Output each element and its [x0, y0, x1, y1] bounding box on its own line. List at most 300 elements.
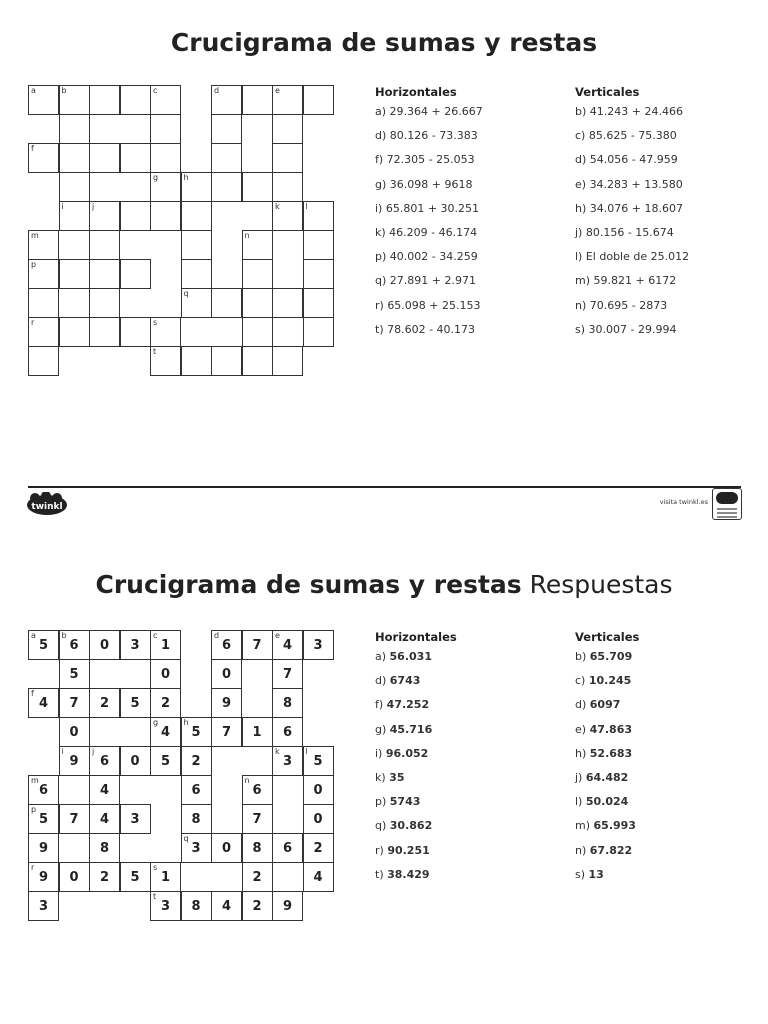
grid-cell — [181, 775, 212, 805]
answer-digit: 3 — [130, 638, 140, 653]
crossword-grid — [28, 85, 333, 375]
clue-expression: 41.243 + 24.466 — [589, 105, 683, 118]
clue-label: s) — [575, 867, 589, 881]
clue-expression: 34.076 + 18.607 — [589, 201, 683, 215]
grid-cell — [28, 891, 59, 921]
clue-number: b — [61, 86, 67, 95]
answer-digit: 0 — [69, 870, 79, 885]
clue-label: l) — [575, 250, 586, 264]
answer-digit: 6 — [252, 783, 262, 798]
answer-value: 13 — [588, 867, 604, 881]
clue-number: k — [275, 202, 280, 211]
clue-number: s — [153, 318, 158, 327]
clue-label: f) — [375, 153, 387, 167]
clue-label: a) — [375, 105, 390, 118]
grid-cell — [120, 201, 151, 231]
grid-cell — [150, 114, 181, 144]
grid-cell — [59, 317, 90, 347]
grid-cell — [59, 659, 90, 689]
grid-cell — [150, 659, 181, 689]
grid-cell — [28, 259, 59, 289]
grid-cell — [211, 659, 242, 689]
grid-cell — [242, 717, 273, 747]
clue-number: f — [31, 689, 34, 698]
grid-cell — [242, 259, 273, 289]
answer-digit: 2 — [191, 754, 201, 769]
clue-row — [375, 819, 457, 843]
clue-number: d — [214, 631, 220, 640]
grid-cell — [242, 862, 273, 892]
clue-row — [375, 274, 483, 298]
grid-cell — [89, 833, 120, 863]
answer-digit: 0 — [69, 725, 79, 740]
clue-label: r) — [375, 843, 388, 857]
worksheet-title: Crucigrama de sumas y restas — [170, 28, 598, 57]
clue-label: q) — [375, 274, 390, 288]
clue-label: m) — [575, 274, 594, 288]
grid-cell — [211, 717, 242, 747]
grid-cell — [272, 630, 303, 660]
clue-row — [575, 226, 689, 250]
grid-cell — [272, 172, 303, 202]
grid-cell — [28, 317, 59, 347]
clue-expression: 65.801 + 30.251 — [385, 201, 480, 215]
grid-cell — [120, 862, 151, 892]
answer-digit: 5 — [160, 754, 171, 769]
grid-cell — [28, 288, 59, 318]
clue-number: e — [275, 631, 280, 640]
answer-value: 5743 — [389, 795, 421, 809]
clue-row — [575, 723, 639, 747]
grid-cell — [28, 630, 59, 660]
answer-digit: 4 — [313, 870, 323, 885]
grid-cell — [272, 288, 303, 318]
clue-row — [575, 299, 689, 323]
grid-cell — [150, 143, 181, 173]
clue-label: t) — [375, 322, 388, 336]
clue-label: c) — [575, 129, 589, 143]
logo-wordmark: twinkl — [31, 502, 63, 512]
answer-digit: 6 — [38, 783, 49, 798]
answer-digit: 8 — [282, 696, 293, 711]
answer-digit: 4 — [221, 899, 232, 914]
grid-cell — [181, 201, 212, 231]
clue-label: k) — [375, 770, 390, 784]
answer-digit: 6 — [191, 783, 201, 798]
grid-cell — [181, 346, 212, 376]
grid-cell — [272, 833, 303, 863]
grid-cell — [272, 85, 303, 115]
clue-row — [575, 650, 639, 674]
answer-digit: 5 — [191, 725, 201, 740]
grid-cell — [28, 688, 59, 718]
grid-cell — [272, 746, 303, 776]
clue-number: c — [153, 631, 158, 640]
clue-row — [575, 178, 689, 202]
clue-number: i — [61, 747, 64, 756]
answer-digit: 4 — [38, 696, 49, 711]
grid-cell — [89, 746, 120, 776]
grid-cell — [303, 317, 334, 347]
answer-digit: 9 — [69, 754, 79, 769]
clue-label: j) — [575, 225, 586, 239]
answer-digit: 0 — [130, 754, 140, 769]
answer-value: 96.052 — [385, 746, 429, 760]
answer-digit: 6 — [99, 754, 110, 769]
grid-cell — [59, 688, 90, 718]
clue-label: j) — [575, 770, 586, 784]
clue-number: a — [31, 86, 36, 95]
clue-row — [575, 844, 639, 868]
grid-cell — [28, 143, 59, 173]
clue-label: n) — [575, 843, 590, 857]
answer-digit: 2 — [160, 696, 171, 711]
clue-number: n — [244, 231, 250, 240]
clue-expression: 59.821 + 6172 — [593, 274, 677, 288]
clue-row — [575, 698, 639, 722]
clue-expression: 80.126 - 73.383 — [389, 129, 478, 143]
answer-digit: 6 — [221, 638, 232, 653]
grid-cell — [59, 746, 90, 776]
across-heading: Horizontales — [375, 85, 457, 99]
clue-number: q — [183, 289, 189, 298]
clue-label: a) — [375, 650, 390, 663]
answer-digit: 7 — [221, 725, 232, 740]
grid-cell — [303, 630, 334, 660]
clue-label: e) — [575, 177, 590, 191]
clue-label: d) — [575, 153, 590, 167]
clue-row — [375, 105, 483, 129]
clue-number: c — [153, 86, 158, 95]
grid-cell — [89, 143, 120, 173]
clue-label: f) — [375, 698, 387, 712]
clue-label: l) — [575, 795, 586, 809]
clue-number: i — [61, 202, 64, 211]
grid-cell — [120, 688, 151, 718]
answer-value: 35 — [389, 770, 405, 784]
answer-digit: 2 — [252, 870, 262, 885]
grid-cell — [59, 85, 90, 115]
answers-title-suffix: Respuestas — [529, 570, 673, 599]
clue-row — [375, 747, 457, 771]
answer-digit: 3 — [38, 899, 49, 914]
clue-label: d) — [575, 698, 590, 712]
clue-expression: 34.283 + 13.580 — [589, 177, 683, 191]
answer-digit: 7 — [69, 696, 79, 711]
clue-label: d) — [375, 129, 390, 143]
grid-cell — [272, 659, 303, 689]
grid-cell — [59, 717, 90, 747]
answer-digit: 5 — [313, 754, 323, 769]
answer-value: 6743 — [389, 674, 421, 688]
grid-cell — [150, 746, 181, 776]
answer-digit: 5 — [130, 870, 140, 885]
clue-number: m — [31, 231, 39, 240]
clue-label: g) — [375, 177, 390, 191]
answer-value: 56.031 — [389, 650, 432, 663]
grid-cell — [272, 143, 303, 173]
grid-cell — [89, 288, 120, 318]
clue-number: q — [183, 834, 189, 843]
clue-row — [375, 129, 483, 153]
clue-row — [575, 868, 639, 892]
grid-cell — [150, 201, 181, 231]
answer-digit: 0 — [221, 667, 232, 682]
answer-value: 52.683 — [589, 746, 633, 760]
clue-label: c) — [575, 674, 589, 688]
clue-number: r — [31, 863, 35, 872]
grid-cell — [211, 688, 242, 718]
clue-number: j — [92, 202, 95, 211]
grid-cell — [211, 172, 242, 202]
clue-expression: El doble de 25.012 — [585, 250, 690, 264]
clue-row — [575, 202, 689, 226]
answer-digit: 8 — [191, 812, 201, 827]
grid-cell — [28, 862, 59, 892]
answer-value: 65.709 — [589, 650, 633, 663]
grid-cell — [181, 172, 212, 202]
answer-digit: 2 — [313, 841, 323, 856]
clue-number: n — [244, 776, 250, 785]
grid-cell — [242, 317, 273, 347]
answer-digit: 4 — [282, 638, 293, 653]
grid-cell — [242, 891, 273, 921]
clue-label: i) — [375, 201, 386, 215]
grid-cell — [150, 317, 181, 347]
grid-cell — [28, 833, 59, 863]
clue-label: h) — [575, 201, 590, 215]
grid-cell — [211, 288, 242, 318]
answer-digit: 3 — [160, 899, 171, 914]
answer-digit: 3 — [130, 812, 140, 827]
answer-digit: 1 — [252, 725, 262, 740]
clue-label: e) — [575, 722, 590, 736]
grid-cell — [272, 201, 303, 231]
answer-value: 50.024 — [585, 795, 629, 809]
grid-cell — [59, 172, 90, 202]
answer-digit: 7 — [252, 812, 262, 827]
clue-number: j — [92, 747, 95, 756]
clue-row — [375, 299, 483, 323]
answer-digit: 4 — [99, 812, 110, 827]
grid-cell — [59, 143, 90, 173]
answers-down — [575, 630, 639, 892]
clue-number: p — [31, 260, 37, 269]
answer-digit: 6 — [282, 841, 293, 856]
grid-cell — [242, 804, 273, 834]
clue-expression: 80.156 - 15.674 — [585, 225, 674, 239]
clue-number: h — [183, 718, 189, 727]
answer-digit: 6 — [282, 725, 293, 740]
answers-across — [375, 630, 457, 892]
answer-digit: 7 — [282, 667, 293, 682]
clue-row — [375, 250, 483, 274]
clue-number: a — [31, 631, 36, 640]
grid-cell — [120, 85, 151, 115]
clue-label: q) — [375, 819, 390, 833]
clue-number: s — [153, 863, 158, 872]
clue-number: h — [183, 173, 189, 182]
clue-label: b) — [575, 650, 590, 663]
answer-value: 30.862 — [389, 819, 433, 833]
down-clues — [575, 85, 689, 347]
answer-value: 6097 — [589, 698, 621, 712]
grid-cell — [181, 804, 212, 834]
clue-row — [575, 747, 639, 771]
grid-cell — [181, 288, 212, 318]
grid-cell — [181, 259, 212, 289]
clue-expression: 70.695 - 2873 — [589, 298, 668, 312]
clue-row — [375, 650, 457, 674]
grid-cell — [89, 804, 120, 834]
clue-number: l — [305, 202, 308, 211]
grid-cell — [150, 862, 181, 892]
clue-expression: 54.056 - 47.959 — [589, 153, 678, 167]
clue-number: g — [153, 718, 159, 727]
grid-cell — [89, 862, 120, 892]
clue-label: p) — [375, 250, 390, 264]
grid-cell — [181, 833, 212, 863]
grid-cell — [89, 688, 120, 718]
clue-row — [375, 795, 457, 819]
grid-cell — [211, 833, 242, 863]
answer-digit: 3 — [282, 754, 293, 769]
answer-digit: 8 — [99, 841, 110, 856]
grid-cell — [120, 143, 151, 173]
clue-label: b) — [575, 105, 590, 118]
clue-expression: 36.098 + 9618 — [389, 177, 473, 191]
grid-cell — [303, 775, 334, 805]
clue-label: k) — [375, 225, 390, 239]
grid-cell — [211, 891, 242, 921]
grid-cell — [120, 804, 151, 834]
grid-cell — [28, 775, 59, 805]
answer-digit: 5 — [69, 667, 79, 682]
grid-cell — [272, 346, 303, 376]
answer-digit: 3 — [191, 841, 201, 856]
grid-cell — [28, 346, 59, 376]
grid-cell — [28, 230, 59, 260]
grid-cell — [303, 259, 334, 289]
grid-cell — [150, 688, 181, 718]
grid-cell — [89, 775, 120, 805]
clue-number: m — [31, 776, 39, 785]
grid-cell — [303, 833, 334, 863]
grid-cell — [272, 891, 303, 921]
clue-row — [575, 250, 689, 274]
clue-expression: 65.098 + 25.153 — [387, 298, 481, 312]
answer-value: 47.863 — [589, 722, 633, 736]
clue-row — [575, 153, 689, 177]
grid-cell — [211, 143, 242, 173]
grid-cell — [303, 862, 334, 892]
clue-number: r — [31, 318, 35, 327]
clue-row — [575, 323, 689, 347]
answer-digit: 3 — [313, 638, 323, 653]
clue-expression: 78.602 - 40.173 — [387, 322, 476, 336]
clue-row — [575, 795, 639, 819]
answers-across-heading: Horizontales — [375, 630, 457, 644]
grid-cell — [89, 230, 120, 260]
grid-cell — [272, 688, 303, 718]
clue-number: k — [275, 747, 280, 756]
grid-cell — [120, 746, 151, 776]
grid-cell — [242, 833, 273, 863]
clue-label: d) — [375, 674, 390, 688]
clue-label: h) — [575, 746, 590, 760]
grid-cell — [303, 230, 334, 260]
grid-cell — [89, 85, 120, 115]
clue-row — [375, 698, 457, 722]
clue-expression: 40.002 - 34.259 — [389, 250, 478, 264]
grid-cell — [303, 804, 334, 834]
answer-value: 64.482 — [585, 770, 629, 784]
grid-cell — [120, 630, 151, 660]
answer-digit: 9 — [38, 870, 49, 885]
answer-digit: 0 — [99, 638, 110, 653]
grid-cell — [303, 746, 334, 776]
answer-digit: 9 — [221, 696, 232, 711]
answer-value: 90.251 — [387, 843, 430, 857]
grid-cell — [242, 630, 273, 660]
clue-number: e — [275, 86, 280, 95]
clue-number: d — [214, 86, 220, 95]
grid-cell — [28, 804, 59, 834]
across-clues — [375, 85, 483, 347]
grid-cell — [211, 630, 242, 660]
grid-cell — [272, 114, 303, 144]
grid-cell — [150, 630, 181, 660]
clue-expression: 29.364 + 26.667 — [389, 105, 483, 118]
answer-digit: 7 — [69, 812, 79, 827]
answer-digit: 5 — [38, 638, 49, 653]
answer-digit: 8 — [191, 899, 201, 914]
answer-digit: 2 — [99, 870, 110, 885]
answer-value: 67.822 — [589, 843, 633, 857]
clue-number: g — [153, 173, 159, 182]
clue-label: m) — [575, 819, 594, 833]
grid-cell — [242, 775, 273, 805]
answer-digit: 4 — [99, 783, 110, 798]
clue-row — [375, 153, 483, 177]
clue-expression: 85.625 - 75.380 — [588, 129, 677, 143]
grid-cell — [272, 717, 303, 747]
answer-digit: 5 — [130, 696, 140, 711]
answer-value: 47.252 — [386, 698, 430, 712]
grid-cell — [303, 85, 334, 115]
clue-number: b — [61, 631, 67, 640]
clue-row — [375, 674, 457, 698]
answer-digit: 7 — [252, 638, 262, 653]
grid-cell — [303, 201, 334, 231]
grid-cell — [150, 891, 181, 921]
grid-cell — [181, 717, 212, 747]
visit-link-text: visita twinkl.es — [659, 498, 708, 506]
answer-value: 65.993 — [593, 819, 636, 833]
grid-cell — [303, 288, 334, 318]
clue-label: r) — [375, 298, 388, 312]
answers-crossword-grid — [28, 630, 333, 920]
clue-number: p — [31, 805, 37, 814]
grid-cell — [242, 346, 273, 376]
answer-value: 45.716 — [389, 722, 433, 736]
clue-label: t) — [375, 867, 388, 881]
clue-label: i) — [375, 746, 386, 760]
clue-expression: 30.007 - 29.994 — [588, 322, 677, 336]
clue-expression: 72.305 - 25.053 — [386, 153, 475, 167]
clue-row — [375, 226, 483, 250]
clue-number: t — [153, 347, 157, 356]
